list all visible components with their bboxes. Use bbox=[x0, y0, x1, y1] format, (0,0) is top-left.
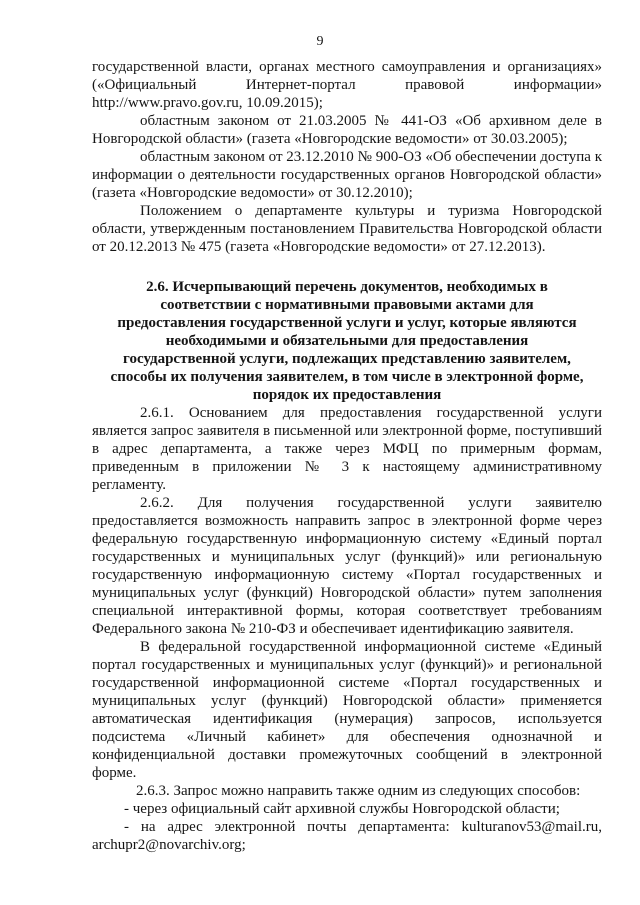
list-item: - через официальный сайт архивной службы Новгородской области; bbox=[124, 801, 560, 817]
paragraph-law-441: областным законом от 21.03.2005 № 441-ОЗ «Об архивном деле в Новгородской области» (газета «Новгородские ведомости» от 30.03.2005); bbox=[92, 113, 602, 147]
page-number: 9 bbox=[316, 34, 324, 49]
paragraph-2-6-1: 2.6.1. Основанием для предоставления государственной услуги является запрос заявителя в письменной или электронной форме, поступивший в адрес департамента, а также через МФЦ по примерным формам, приведенным в приложении № 3 к настоящему административному регламенту. bbox=[92, 405, 602, 493]
paragraph-federal-system: В федеральной государственной информационной системе «Единый портал государственных и муниципальных услуг (функций)» и региональной государственной информационной системе «Портал государственных и муниципальных услуг (функций) Новгородской области» применяется автоматическая идентификация (нумерация) запросов, используется подсистема «Личный кабинет» для обеспечения однозначной и конфиденциальной доставки промежуточных сообщений в электронной форме. bbox=[92, 639, 602, 781]
paragraph-continuation: государственной власти, органах местного самоуправления и организациях» («Официальный Интернет-портал правовой информации» http://www.pravo.gov.ru, 10.09.2015); bbox=[92, 59, 602, 111]
paragraph-regulation: Положением о департаменте культуры и туризма Новгородской области, утвержденным постановлением Правительства Новгородской области от 20.12.2013 № 475 (газета «Новгородские ведомости» от 27.12.2013). bbox=[92, 203, 602, 255]
document-body bbox=[92, 58, 602, 854]
paragraph-law-900: областным законом от 23.12.2010 № 900-ОЗ «Об обеспечении доступа к информации о деятельности государственных органов Новгородской области» (газета «Новгородские ведомости» от 30.12.2010); bbox=[92, 149, 602, 201]
paragraph-2-6-2: 2.6.2. Для получения государственной услуги заявителю предоставляется возможность направить запрос в электронной форме через федеральную государственную информационную систему «Единый портал государственных и муниципальных услуг (функций)» или региональную государственную информационную систему «Портал государственных и муниципальных услуг (функций) Новгородской области» путем заполнения специальной интерактивной формы, которая соответствует требованиям Федерального закона № 210-ФЗ и обеспечивает идентификацию заявителя. bbox=[92, 495, 602, 637]
section-heading: 2.6. Исчерпывающий перечень документов, необходимых в соответствии с нормативными правовыми актами для предоставления государственной услуги и услуг, которые являются необходимыми и обязательными для предоставления государственной услуги, подлежащих представлению заявителем, способы их получения заявителем, в том числе в электронной форме, порядок их предоставления bbox=[110, 279, 584, 403]
paragraph-2-6-3: 2.6.3. Запрос можно направить также одним из следующих способов: bbox=[136, 783, 581, 799]
list-item: - на адрес электронной почты департамента: kulturanov53@mail.ru, archupr2@novarchiv.org; bbox=[92, 819, 602, 853]
